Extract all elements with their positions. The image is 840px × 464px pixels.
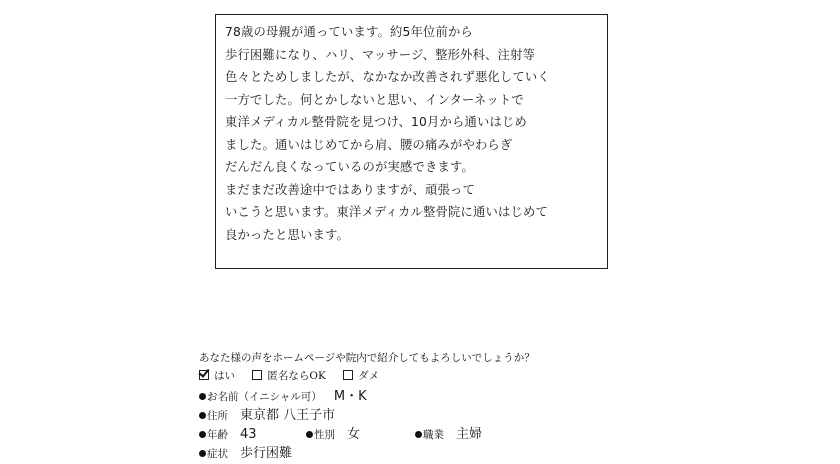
testimonial-line: ました。通いはじめてから肩、腰の痛みがやわらぎ [225, 137, 513, 152]
option-anonymous[interactable] [252, 368, 325, 385]
testimonial-line: 歩行困難になり、ハリ、マッサージ、整形外科、注射等 [225, 47, 536, 62]
age-gender-job-row [199, 423, 619, 442]
testimonial-line: だんだん良くなっているのが実感できます。 [225, 160, 474, 174]
testimonial-line: 良かったと思います。 [225, 227, 349, 242]
gender-label: 性別 [314, 429, 335, 441]
testimonial-line: 東洋メディカル整骨院を見つけ、10月から通いはじめ [225, 115, 528, 129]
option-no-label: ダメ [358, 370, 380, 382]
name-label: お名前（イニシャル可） [207, 391, 322, 403]
bullet-icon [415, 431, 422, 438]
checkbox-checked-icon[interactable] [199, 370, 209, 380]
checkbox-icon[interactable] [343, 370, 353, 380]
consent-question: あなた様の声をホームページや院内で紹介してもよろしいでしょうか？ [199, 352, 535, 364]
bullet-icon [306, 431, 313, 438]
job-label: 職業 [423, 429, 444, 441]
checkbox-icon[interactable] [252, 370, 262, 380]
option-anonymous-label: 匿名ならOK [267, 370, 326, 382]
testimonial-line: 78歳の母親が通っています。約5年位前から [225, 25, 474, 39]
name-row [199, 385, 619, 404]
address-label: 住所 [207, 410, 228, 422]
testimonial-box [215, 14, 608, 269]
name-value: M・K [333, 389, 367, 404]
bullet-icon [199, 412, 206, 419]
option-yes-label: はい [214, 370, 235, 382]
symptom-label: 症状 [207, 448, 228, 460]
address-value: 東京都 八王子市 [240, 408, 336, 423]
bullet-icon [199, 393, 206, 400]
symptom-field [199, 442, 292, 464]
testimonial-line: 色々とためしましたが、なかなか改善されず悪化していく [225, 70, 550, 84]
consent-options [199, 368, 619, 385]
testimonial-line: いこうと思います。東洋メディカル整骨院に通いはじめて [225, 205, 548, 219]
bullet-icon [199, 450, 206, 457]
option-yes[interactable] [199, 368, 235, 385]
consent-form [199, 350, 619, 461]
bullet-icon [199, 431, 206, 438]
symptom-value: 歩行困難 [240, 446, 293, 461]
testimonial-line: 一方でした。何とかしないと思い、インターネットで [225, 92, 524, 107]
symptom-row [199, 442, 619, 461]
option-no[interactable] [343, 368, 379, 385]
age-label: 年齢 [207, 429, 228, 441]
job-value: 主婦 [456, 427, 483, 442]
age-value: 43 [240, 427, 257, 442]
address-row [199, 404, 619, 423]
gender-value: 女 [347, 427, 361, 442]
testimonial-line: まだまだ改善途中ではありますが、頑張って [225, 182, 475, 197]
